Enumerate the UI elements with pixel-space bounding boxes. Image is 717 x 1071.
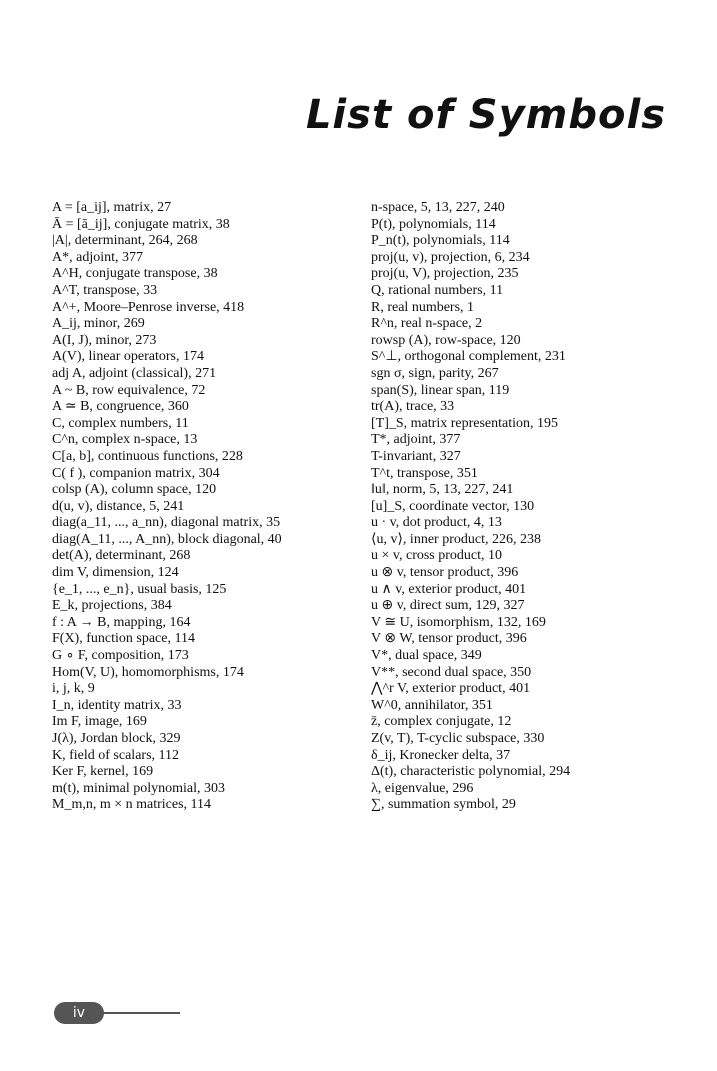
symbol-entry: C[a, b], continuous functions, 228 [52, 448, 243, 464]
symbol-entry: Hom(V, U), homomorphisms, 174 [52, 664, 244, 680]
symbol-entry: P(t), polynomials, 114 [371, 216, 496, 232]
symbol-entry: K, field of scalars, 112 [52, 747, 179, 763]
symbol-entry: V ≅ U, isomorphism, 132, 169 [371, 614, 546, 630]
symbol-entry: ⋀^r V, exterior product, 401 [371, 681, 531, 697]
symbol-entry: det(A), determinant, 268 [52, 548, 191, 564]
symbol-entry: u ∧ v, exterior product, 401 [371, 581, 527, 597]
symbol-entry: C, complex numbers, 11 [52, 415, 189, 431]
symbol-entry: C^n, complex n-space, 13 [52, 432, 198, 448]
symbol-entry: δ_ij, Kronecker delta, 37 [371, 747, 511, 763]
symbol-entry: T*, adjoint, 377 [371, 432, 461, 448]
symbol-entry: E_k, projections, 384 [52, 598, 172, 614]
symbol-entry: [T]_S, matrix representation, 195 [371, 415, 559, 431]
symbol-entry: A^T, transpose, 33 [52, 282, 158, 298]
symbol-entry: V ⊗ W, tensor product, 396 [371, 631, 527, 647]
symbol-entry: R^n, real n-space, 2 [371, 316, 483, 332]
symbol-entry: diag(a_11, ..., a_nn), diagonal matrix, 35 [52, 515, 281, 531]
symbol-entry: M_m,n, m × n matrices, 114 [52, 797, 212, 813]
symbol-entry: G ∘ F, composition, 173 [52, 648, 189, 664]
symbol-entry: ∑, summation symbol, 29 [371, 797, 516, 813]
symbol-entry: [u]_S, coordinate vector, 130 [371, 498, 535, 514]
symbol-entry: n-space, 5, 13, 227, 240 [371, 200, 505, 215]
symbol-entry: u ⊗ v, tensor product, 396 [371, 565, 519, 581]
symbol-entry: C( f ), companion matrix, 304 [52, 465, 220, 481]
symbol-entry: A(I, J), minor, 273 [52, 332, 157, 348]
symbol-entry: A*, adjoint, 377 [52, 249, 143, 265]
symbol-entry: u ⊕ v, direct sum, 129, 327 [371, 598, 525, 614]
symbol-entry: Δ(t), characteristic polynomial, 294 [371, 764, 571, 780]
symbol-entry: V**, second dual space, 350 [371, 664, 532, 680]
symbol-entry: Im F, image, 169 [52, 714, 147, 730]
symbol-entry: A ≃ B, congruence, 360 [52, 399, 189, 415]
symbol-entry: z̄, complex conjugate, 12 [371, 714, 512, 730]
symbol-entry: ‖u‖, norm, 5, 13, 227, 241 [371, 482, 514, 498]
symbol-entry: R, real numbers, 1 [371, 299, 475, 315]
symbol-entry: A^+, Moore–Penrose inverse, 418 [52, 299, 245, 315]
symbol-entry: P_n(t), polynomials, 114 [371, 233, 510, 249]
symbol-entry: diag(A_11, ..., A_nn), block diagonal, 40 [52, 531, 282, 547]
symbol-entry: J(λ), Jordan block, 329 [52, 731, 181, 746]
symbol-list-left [52, 200, 352, 814]
symbol-entry: Z(v, T), T-cyclic subspace, 330 [371, 731, 545, 746]
symbol-entry: colsp (A), column space, 120 [52, 482, 217, 498]
symbol-entry: A(V), linear operators, 174 [52, 349, 205, 365]
symbol-entry: i, j, k, 9 [52, 681, 95, 697]
symbol-entry: u × v, cross product, 10 [371, 548, 503, 564]
symbol-entry: |A|, determinant, 264, 268 [52, 233, 198, 249]
symbol-entry: I_n, identity matrix, 33 [52, 697, 182, 713]
symbol-entry: λ, eigenvalue, 296 [371, 780, 474, 796]
symbol-entry: tr(A), trace, 33 [371, 399, 455, 415]
symbol-entry: {e_1, ..., e_n}, usual basis, 125 [52, 581, 227, 597]
folio-rule [100, 1012, 180, 1014]
symbol-entry: dim V, dimension, 124 [52, 565, 179, 581]
symbol-entry: m(t), minimal polynomial, 303 [52, 780, 226, 796]
symbol-entry: V*, dual space, 349 [371, 648, 482, 664]
symbol-entry: proj(u, v), projection, 6, 234 [371, 249, 530, 265]
symbol-entry: u · v, dot product, 4, 13 [371, 515, 502, 531]
symbol-entry: T-invariant, 327 [371, 448, 461, 464]
symbol-entry: A^H, conjugate transpose, 38 [52, 266, 218, 282]
symbol-entry: Ā = [ā_ij], conjugate matrix, 38 [52, 216, 230, 232]
symbol-entry: ⟨u, v⟩, inner product, 226, 238 [371, 531, 541, 547]
symbol-entry: A = [a_ij], matrix, 27 [52, 200, 172, 215]
symbol-entry: d(u, v), distance, 5, 241 [52, 498, 185, 514]
symbol-entry: S^⊥, orthogonal complement, 231 [371, 349, 566, 365]
symbol-entry: proj(u, V), projection, 235 [371, 266, 519, 282]
page-title: List of Symbols [305, 92, 666, 138]
symbol-entry: F(X), function space, 114 [52, 631, 195, 647]
symbol-entry: adj A, adjoint (classical), 271 [52, 365, 217, 381]
symbol-entry: A ~ B, row equivalence, 72 [52, 382, 206, 398]
symbol-entry: Ker F, kernel, 169 [52, 764, 154, 780]
symbol-entry: rowsp (A), row-space, 120 [371, 332, 521, 348]
symbol-list-right [371, 200, 671, 814]
symbol-entry: f : A → B, mapping, 164 [52, 614, 191, 630]
symbol-entry: A_ij, minor, 269 [52, 316, 145, 332]
symbol-entry: T^t, transpose, 351 [371, 465, 478, 481]
symbol-entry: Q, rational numbers, 11 [371, 282, 504, 298]
symbol-entry: sgn σ, sign, parity, 267 [371, 365, 499, 381]
symbol-entry: span(S), linear span, 119 [371, 382, 510, 398]
page-number-badge: iv [54, 1002, 104, 1024]
symbol-entry: W^0, annihilator, 351 [371, 697, 493, 713]
